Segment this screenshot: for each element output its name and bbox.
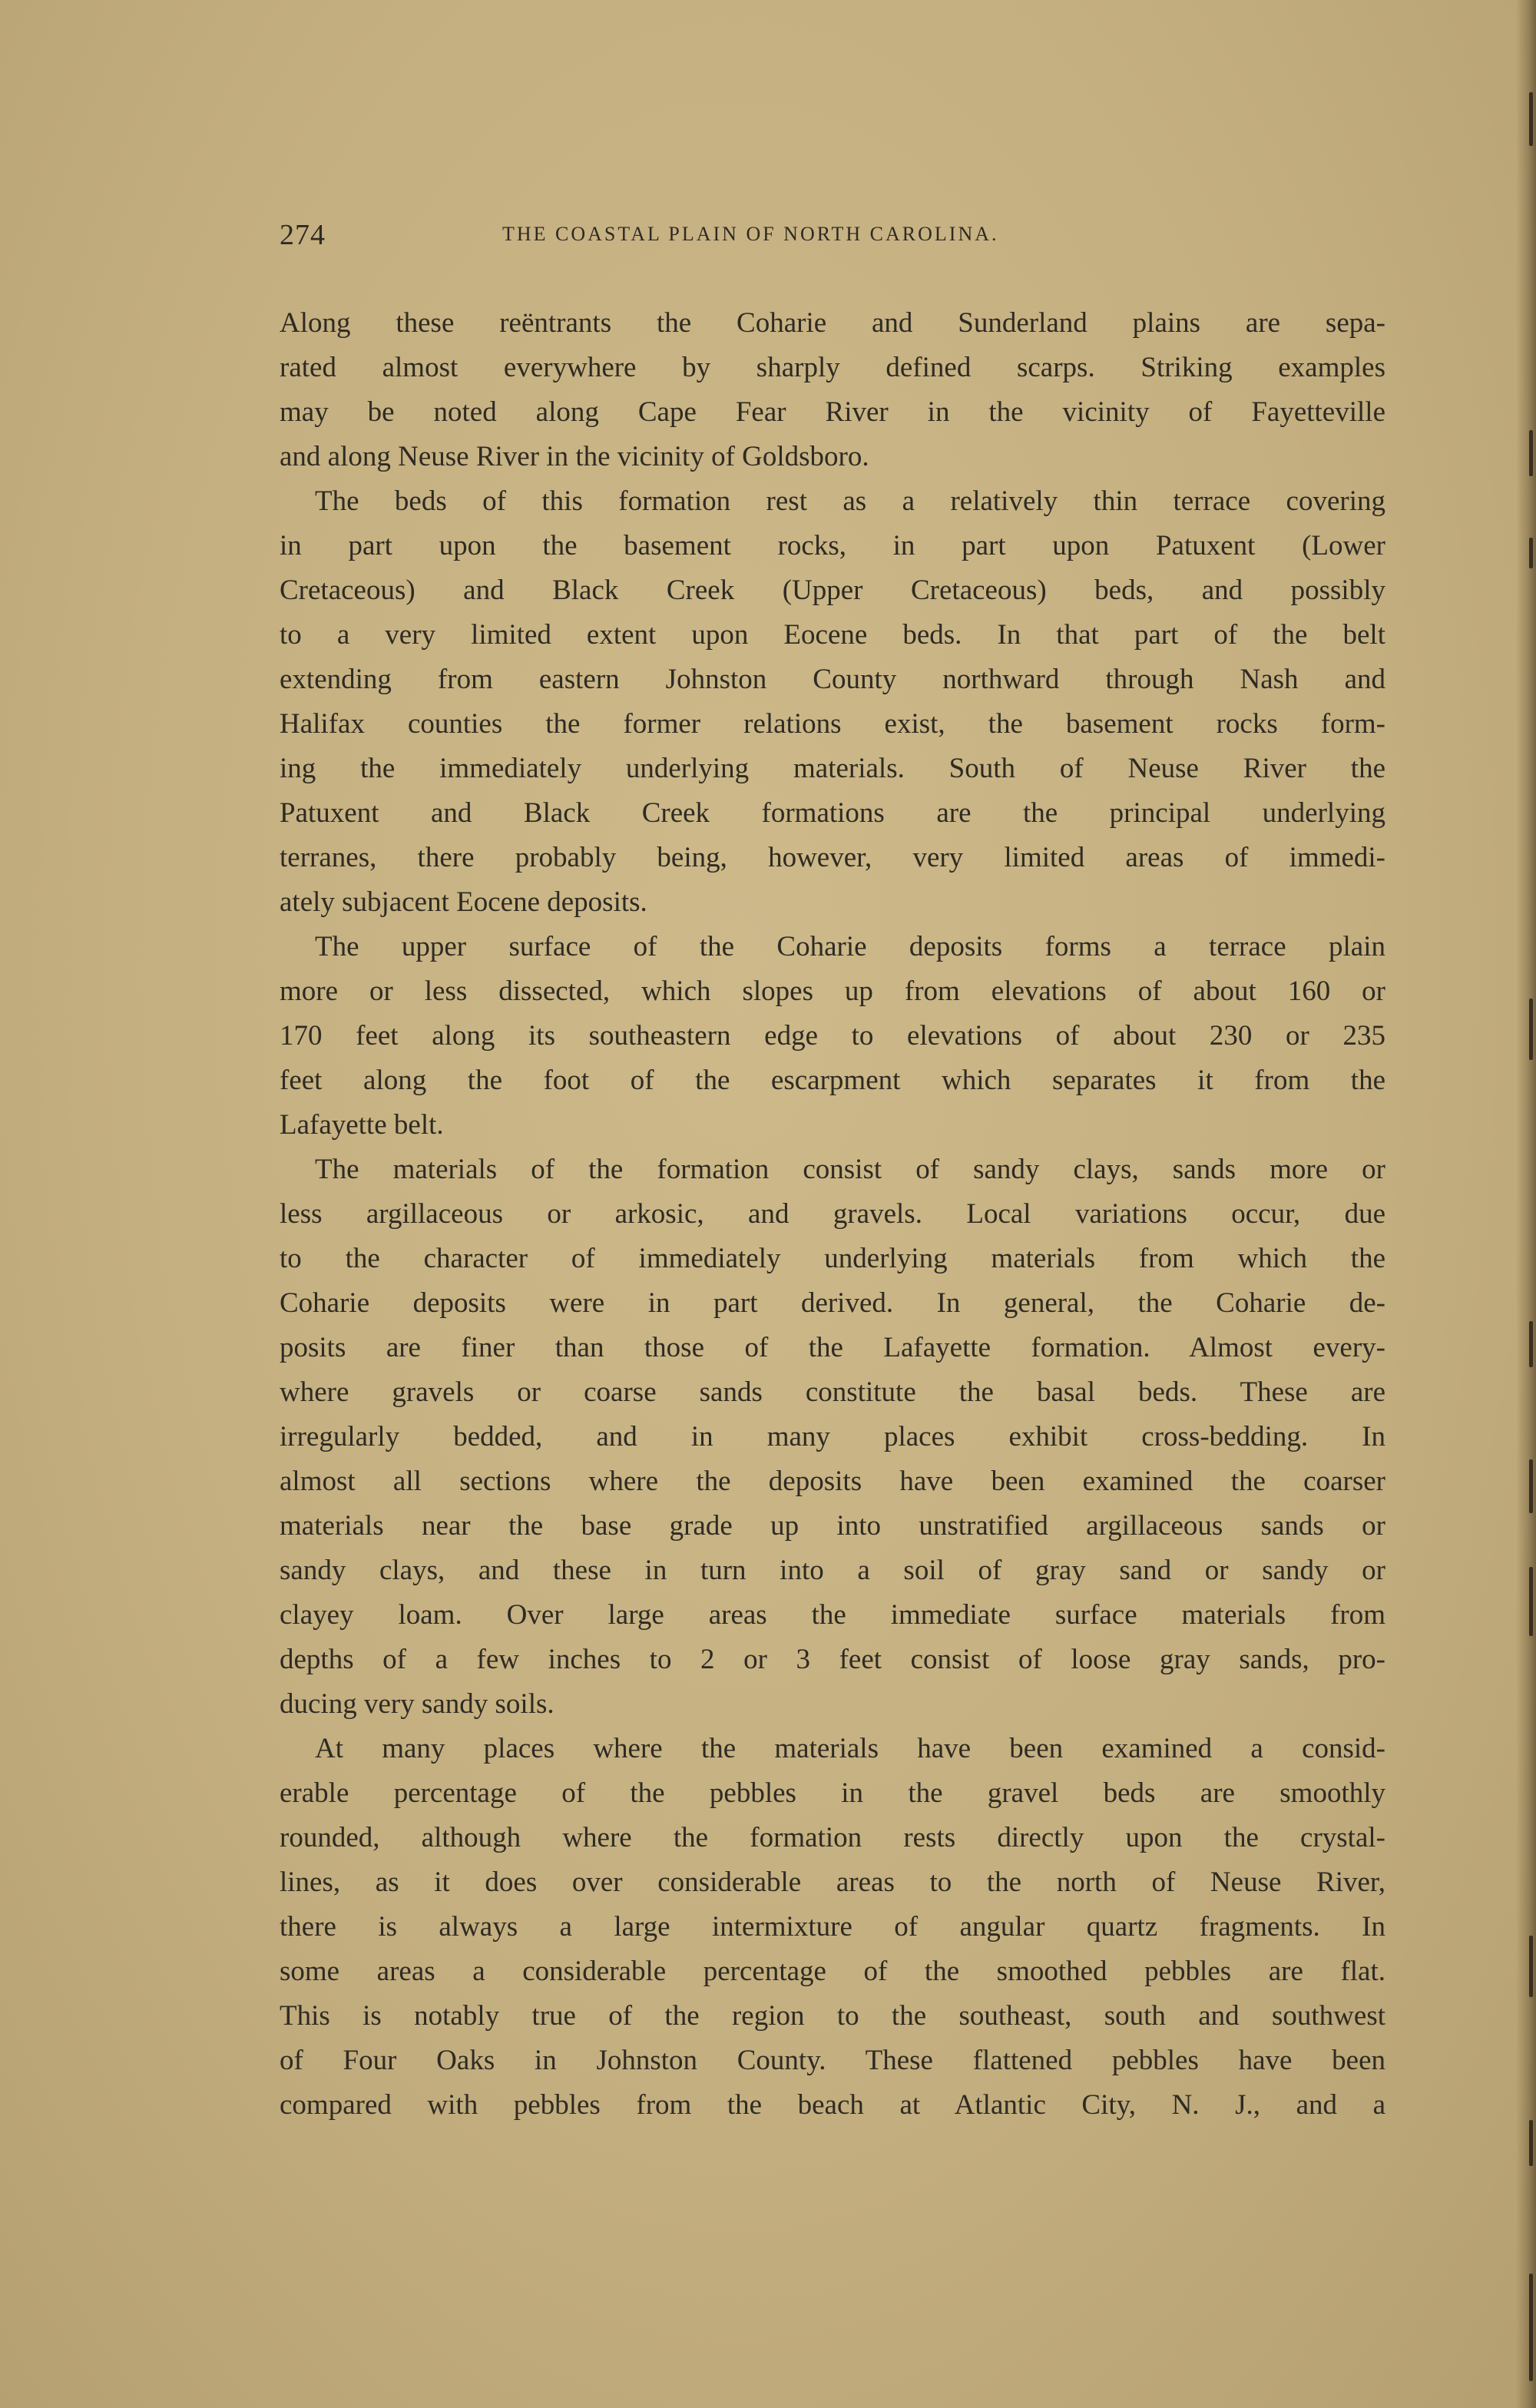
text-line: compared with pebbles from the beach at Atlantic City, N. J., and a — [280, 2089, 1385, 2121]
text-line: posits are finer than those of the Lafayette formation. Almost every- — [280, 1332, 1385, 1363]
edge-mark — [1529, 1936, 1533, 1997]
edge-mark — [1529, 1321, 1533, 1367]
text-line: rated almost everywhere by sharply defined scarps. Striking examples — [280, 352, 1385, 383]
edge-mark — [1529, 999, 1533, 1060]
text-line: ducing very sandy soils. — [280, 1688, 554, 1720]
text-line: Lafayette belt. — [280, 1109, 444, 1141]
paragraph — [280, 1727, 1385, 2128]
running-head — [280, 218, 1385, 257]
body-text — [280, 301, 1385, 2128]
text-line: extending from eastern Johnston County northward through Nash and — [280, 664, 1385, 695]
text-line: in part upon the basement rocks, in part upon Patuxent (Lower — [280, 530, 1385, 561]
binding-edge — [1516, 0, 1536, 2408]
text-line: This is notably true of the region to the southeast, south and southwest — [280, 2000, 1385, 2032]
text-line: ing the immediately underlying materials. South of Neuse River the — [280, 753, 1385, 784]
text-line: clayey loam. Over large areas the immediate surface materials from — [280, 1599, 1385, 1631]
text-line: sandy clays, and these in turn into a soil of gray sand or sandy or — [280, 1555, 1385, 1586]
text-line: less argillaceous or arkosic, and gravels. Local variations occur, due — [280, 1198, 1385, 1230]
text-line: to the character of immediately underlying materials from which the — [280, 1243, 1385, 1274]
text-line: rounded, although where the formation rests directly upon the crystal- — [280, 1822, 1385, 1853]
edge-mark — [1529, 430, 1533, 476]
edge-mark — [1529, 92, 1533, 146]
text-line: feet along the foot of the escarpment which separates it from the — [280, 1065, 1385, 1096]
text-line: some areas a considerable percentage of the smoothed pebbles are flat. — [280, 1956, 1385, 1987]
text-line: Coharie deposits were in part derived. In general, the Coharie de- — [280, 1287, 1385, 1319]
text-line: where gravels or coarse sands constitute the basal beds. These are — [280, 1376, 1385, 1408]
text-line: Patuxent and Black Creek formations are the principal underlying — [280, 797, 1385, 829]
text-line: terranes, there probably being, however, very limited areas of immedi- — [280, 842, 1385, 873]
text-line: erable percentage of the pebbles in the gravel beds are smoothly — [280, 1777, 1385, 1809]
text-line: At many places where the materials have been examined a consid- — [315, 1733, 1385, 1764]
text-line: almost all sections where the deposits have been examined the coarser — [280, 1466, 1385, 1497]
text-line: to a very limited extent upon Eocene beds. In that part of the belt — [280, 619, 1385, 651]
text-line: more or less dissected, which slopes up from elevations of about 160 or — [280, 975, 1385, 1007]
text-line: Halifax counties the former relations exist, the basement rocks form- — [280, 708, 1385, 740]
text-line: irregularly bedded, and in many places exhibit cross-bedding. In — [280, 1421, 1385, 1452]
text-line: lines, as it does over considerable areas to the north of Neuse River, — [280, 1866, 1385, 1898]
text-line: The upper surface of the Coharie deposits forms a terrace plain — [315, 931, 1385, 962]
text-line: of Four Oaks in Johnston County. These flattened pebbles have been — [280, 2045, 1385, 2076]
text-line: and along Neuse River in the vicinity of Goldsboro. — [280, 441, 869, 472]
text-line: Cretaceous) and Black Creek (Upper Cretaceous) beds, and possibly — [280, 575, 1385, 606]
edge-mark — [1529, 538, 1533, 568]
text-line: may be noted along Cape Fear River in the vicinity of Fayetteville — [280, 396, 1385, 428]
edge-mark — [1529, 1567, 1533, 1636]
text-line: ately subjacent Eocene deposits. — [280, 886, 647, 918]
text-line: there is always a large intermixture of angular quartz fragments. In — [280, 1911, 1385, 1943]
text-line: The materials of the formation consist of sandy clays, sands more or — [315, 1154, 1385, 1185]
text-line: Along these reëntrants the Coharie and Sunderland plains are sepa- — [280, 307, 1385, 339]
edge-mark — [1529, 2120, 1533, 2166]
text-line: 170 feet along its southeastern edge to elevations of about 230 or 235 — [280, 1020, 1385, 1052]
edge-mark — [1529, 1459, 1533, 1513]
page-number: 274 — [280, 219, 326, 251]
edge-mark — [1529, 2274, 1533, 2381]
text-line: materials near the base grade up into unstratified argillaceous sands or — [280, 1510, 1385, 1542]
running-title: THE COASTAL PLAIN OF NORTH CAROLINA. — [502, 223, 999, 245]
text-line: depths of a few inches to 2 or 3 feet consist of loose gray sands, pro- — [280, 1644, 1385, 1675]
text-line: The beds of this formation rest as a relatively thin terrace covering — [315, 485, 1385, 517]
paragraph — [280, 301, 1385, 479]
paragraph — [280, 479, 1385, 925]
paragraph — [280, 925, 1385, 1148]
paragraph — [280, 1148, 1385, 1727]
